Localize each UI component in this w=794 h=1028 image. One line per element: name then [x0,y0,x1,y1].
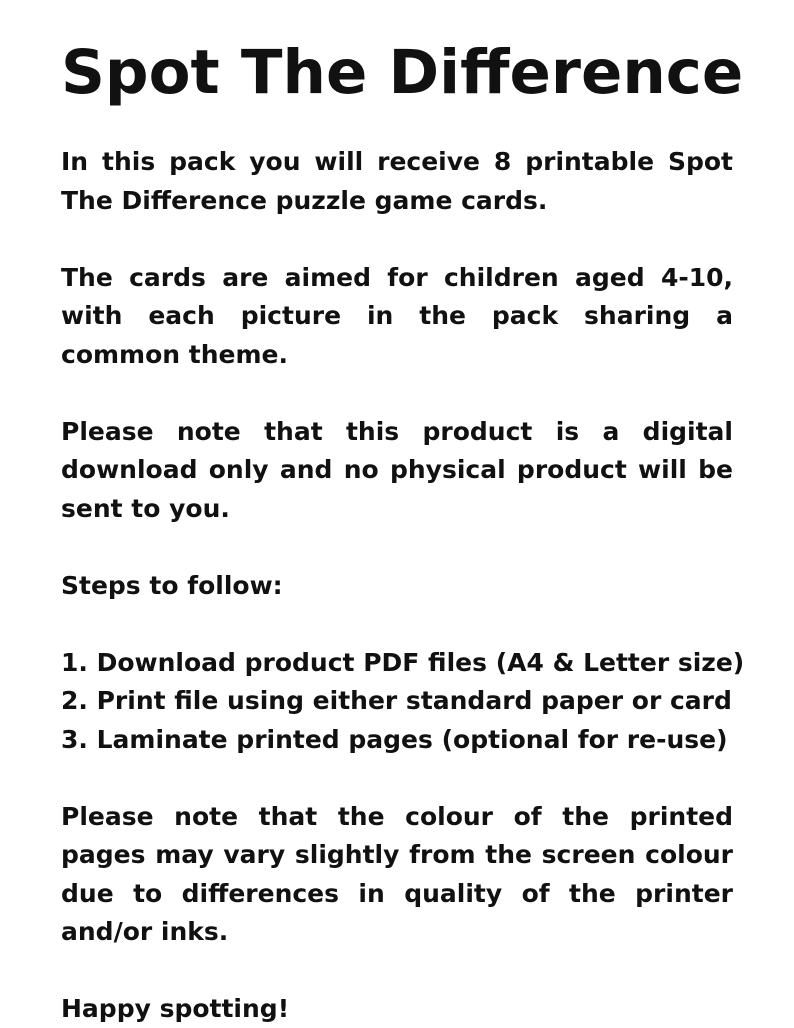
intro-paragraph: In this pack you will receive 8 printable Spot The Difference puzzle game cards. [61,147,733,215]
steps-list [61,644,745,760]
step-item-2: 2. Print file using either standard paper or card [61,686,732,715]
page-title: Spot The Difference [61,37,744,108]
colour-note-paragraph: Please note that the colour of the printed pages may vary slightly from the screen colour due to differences in quality of the printer and/or inks. [61,801,733,946]
step-item-3: 3. Laminate printed pages (optional for re-use) [61,724,728,754]
audience-paragraph: The cards are aimed for children aged 4-10, with each picture in the pack sharing a common theme. [61,262,733,369]
document-body [61,143,745,1028]
steps-heading: Steps to follow: [61,570,283,600]
closing-text: Happy spotting! [61,994,290,1023]
digital-note-paragraph: Please note that this product is a digital download only and no physical product will be sent to you. [61,416,733,523]
step-item-1: 1. Download product PDF files (A4 & Letter size) [61,647,745,677]
